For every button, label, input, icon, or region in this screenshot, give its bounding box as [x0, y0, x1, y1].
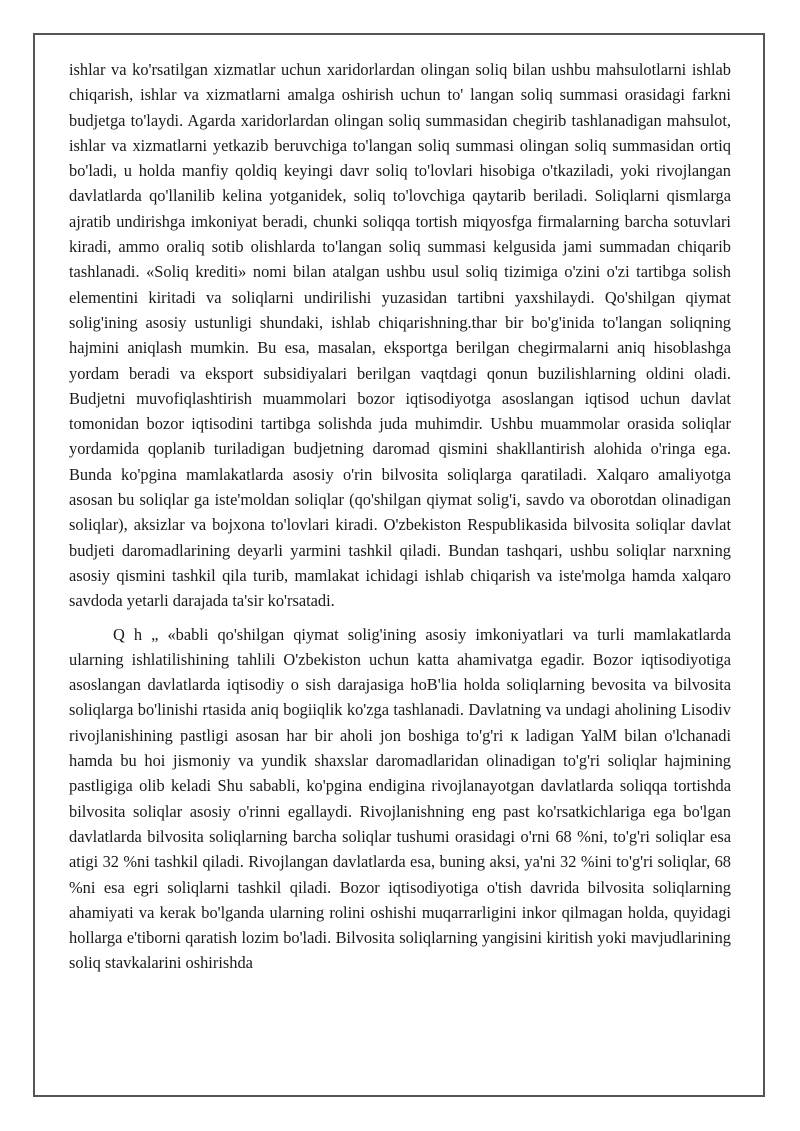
page-frame [33, 33, 765, 1097]
paragraph: Q h „ «babli qo'shilgan qiymat solig'ining asosiy imkoniyatlari va turli mamlakatlarda ularning ishlatilishining tahlili O'zbekiston uchun katta ahamivatga egadir. Bozor iqtisodiyotiga asoslangan davlatlarda iqtisodiy o sish darajasiga hoB'lia holda soliqlarning bevosita va bilvosita soliqlarga bo'linishi rtasida aniq bogiiqlik ko'zga tashlanadi. Davlatning va undagi aholining Lisodiv rivojlanishining pastligi asosan har bir aholi jon boshiga to'g'ri к ladigan YalM bilan o'lchanadi hamda bu hoi jismoniy va yundik shaxslar daromadlaridan olinadigan to'g'ri soliqlar hajmining pastligiga olib keladi Shu sababli, ko'pgina endigina rivojlanayotgan davlatlarda soliqqa tortishda bilvosita soliqlar asosiy o'rinni egallaydi. Rivojlanishning eng past ko'rsatkichlariga ega bo'lgan davlatlarda bilvosita soliqlarning barcha soliqlar tushumi orasidagi o'rni 68 %ni, to'g'ri soliqlar esa atigi 32 %ni tashkil qiladi. Rivojlangan davlatlarda esa, buning aksi, ya'ni 32 %ini to'g'ri soliqlar, 68 %ni esa egri soliqlarni tashkil qiladi. Bozor iqtisodiyotiga o'tish davrida bilvosita soliqlarning ahamiyati va kerak bo'lganda ularning rolini oshishi muqarrarligini inkor qilmagan holda, quyidagi hollarga e'tiborni qaratish lozim bo'ladi. Bilvosita soliqlarning yangisini kiritish yoki mavjudlarining soliq stavkalarini oshirishda [69, 624, 731, 973]
document-body [69, 57, 731, 976]
paragraph: ishlar va ko'rsatilgan xizmatlar uchun xaridorlardan olingan soliq bilan ushbu mahsulotlarni ishlab chiqarish, ishlar va xizmatlarni amalga oshirish uchun to' langan soliq summasi orasidagi farkni budjetga to'laydi. Agarda xaridorlardan olingan soliq summasidan chegirib tashlanadigan mahsulot, ishlar va xizmatlarni yetkazib beruvchiga to'langan soliq summasi olingan soliq summasidan ortiq bo'ladi, u holda manfiy qoldiq keyingi davr soliq to'lovlari hisobiga o'tkaziladi, yoki rivojlangan davlatlarda qo'llanilib kelina yotganidek, soliq to'lovchiga qaytarib beriladi. Soliqlarni qismlarga ajratib undirishga imkoniyat beradi, chunki soliqqa tortish miqyosfga firmalarning barcha sotuvlari kiradi, ammo oraliq sotib olishlarda to'langan soliq summasi kelgusida jami summadan chiqarib tashlanadi. «Soliq krediti» nomi bilan atalgan ushbu usul soliq tizimiga o'zini o'zi tartibga solish elementini kiritadi va soliqlarni undirilishi yuzasidan tartibni yaxshilaydi. Qo'shilgan qiymat solig'ining asosiy ustunligi shundaki, ishlab chiqarishning.thar bir bo'g'inida to'langan soliqning hajmini aniqlash mumkin. Bu esa, masalan, eksportga berilgan chegirmalarni aniq hisoblashga yordam beradi va eksport subsidiyalari berilgan vaqtdagi qonun buzilishlarning oldini oladi. Budjetni muvofiqlashtirish muammolari bozor iqtisodiyotga asoslangan iqtisod uchun davlat tomonidan bozor iqtisodini tartibga solishda juda muhimdir. Ushbu muammolar orasida soliqlar yordamida qoplanib turiladigan budjetning daromad qismini shakllantirish alohida o'ringa ega. Bunda ko'pgina mamlakatlarda asosiy o'rin bilvosita soliqlarga qaratiladi. Xalqaro amaliyotga asosan bu soliqlar ga iste'moldan soliqlar (qo'shilgan qiymat solig'i, savdo va oborotdan olinadigan soliqlar), aksizlar va bojxona to'lovlari kiradi. O'zbekiston Respublikasida bilvosita soliqlar davlat budjeti daromadlarining deyarli yarmini tashkil qiladi. Bundan tashqari, ushbu soliqlar narxning asosiy qismini tashkil qila turib, mamlakat ichidagi ishlab chiqarish va iste'molga hamda xalqaro savdoda yetarli darajada ta'sir ko'rsatadi. [69, 60, 731, 611]
